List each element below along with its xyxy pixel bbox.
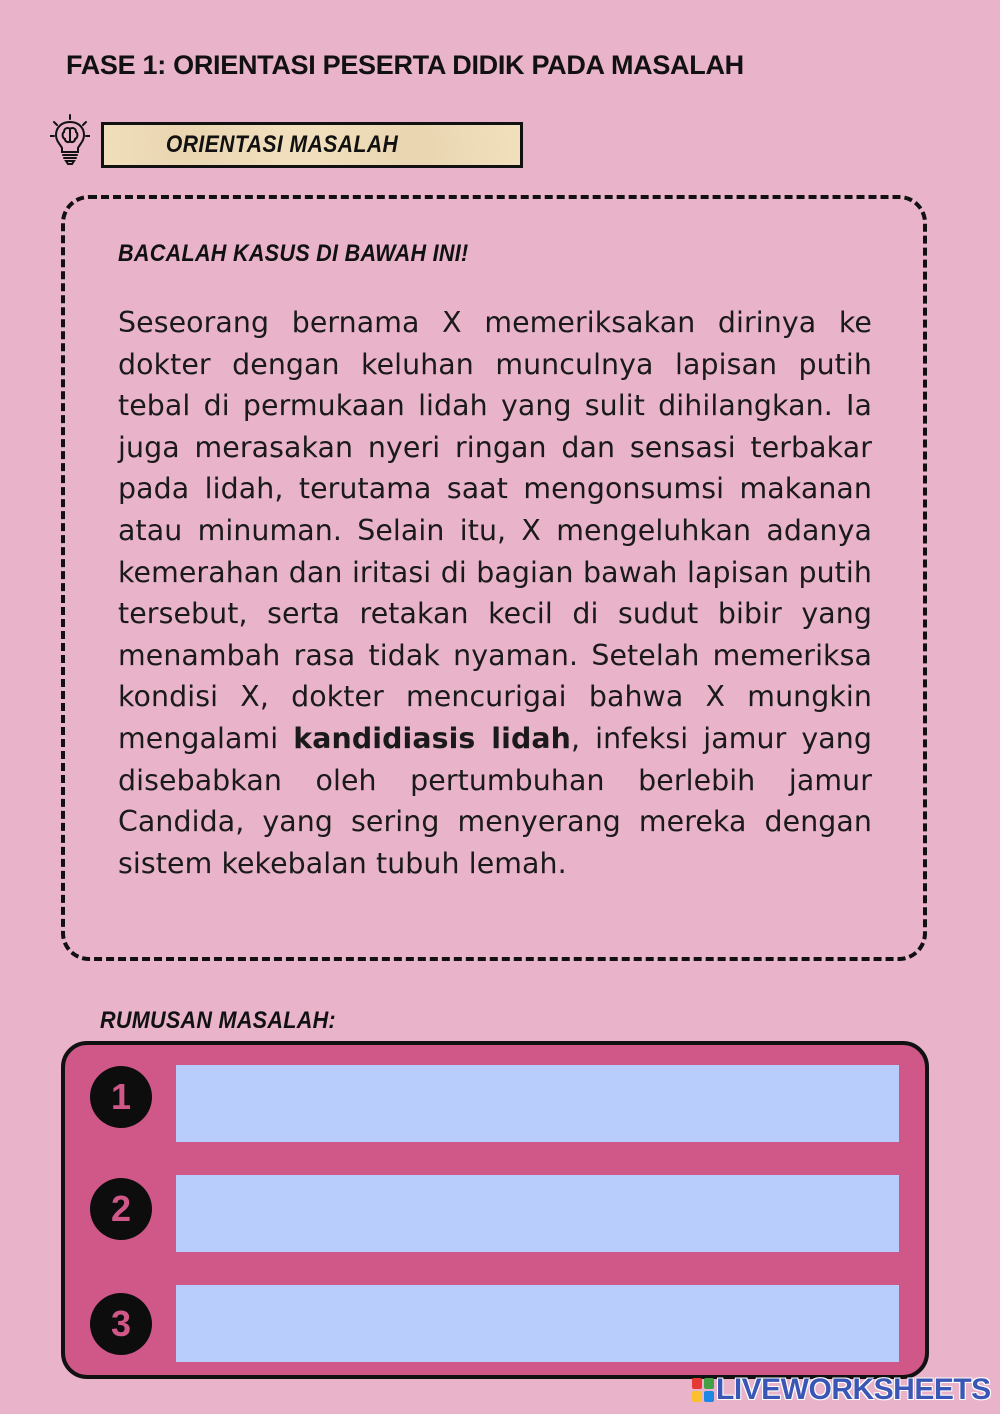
number-badge-1: 1 — [90, 1066, 152, 1128]
number-badge-2: 2 — [90, 1178, 152, 1240]
answer-field-2[interactable] — [176, 1175, 899, 1252]
liveworksheets-blocks-icon — [692, 1378, 714, 1402]
orientation-tag — [101, 122, 523, 168]
liveworksheets-logo — [692, 1373, 991, 1407]
case-text-part-1: Seseorang bernama X memeriksakan dirinya ke dokter dengan keluhan munculnya lapisan putih tebal di permukaan lidah yang sulit dihilangkan. Ia juga merasakan nyeri ringan dan sensasi terbakar pada lidah, terutama saat mengonsumsi makanan atau minuman. Selain itu, X mengeluhkan adanya kemerahan dan iritasi di bagian bawah lapisan putih tersebut, serta retakan kecil di sudut bibir yang menambah rasa tidak nyaman. Setelah memeriksa kondisi X, dokter mencurigai bahwa X mungkin mengalami — [118, 306, 872, 755]
phase-title: FASE 1: ORIENTASI PESERTA DIDIK PADA MASALAH — [66, 50, 744, 80]
case-bold-term: kandidiasis lidah — [293, 721, 571, 755]
number-badge-3: 3 — [90, 1293, 152, 1355]
answer-field-1[interactable] — [176, 1065, 899, 1142]
lightbulb-brain-icon — [50, 114, 90, 168]
rumusan-label: RUMUSAN MASALAH: — [100, 1007, 336, 1034]
orientation-tag-label: ORIENTASI MASALAH — [165, 131, 399, 158]
case-text-part-2: , infeksi jamur yang disebabkan oleh pertumbuhan berlebih jamur Candida, yang sering menyerang mereka dengan sistem kekebalan tubuh lemah. — [118, 721, 872, 880]
case-text — [118, 302, 872, 884]
liveworksheets-text: LIVEWORKSHEETS — [716, 1373, 991, 1406]
case-heading: BACALAH KASUS DI BAWAH INI! — [118, 240, 469, 267]
answer-field-3[interactable] — [176, 1285, 899, 1362]
